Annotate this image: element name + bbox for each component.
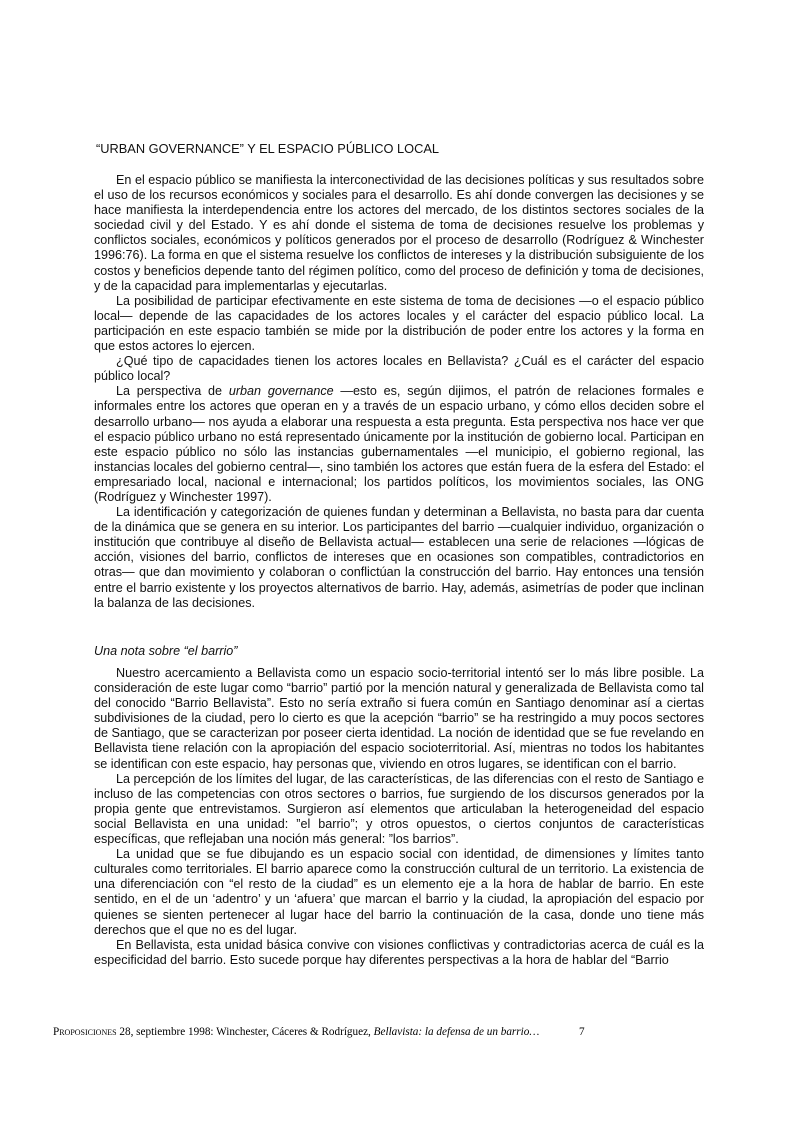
paragraph-text: —esto es, según dijimos, el patrón de relaciones formales e informales entre los actores que operan en y a través de un espacio urbano, y cómo ellos deciden sobre el desarrollo urbano— nos ayuda a elaborar una respuesta a esta pregunta. Esta perspectiva nos hace ver que el espacio público urbano no está representado únicamente por la institución de gobierno local. Participan en este espacio público no sólo las instancias gubernamentales —el municipio, el gobierno regional, las instancias locales del gobierno central—, sino también los actores que están fuera de la esfera del Estado: el empresariado local, nacional e internacional; los partidos políticos, los movimientos sociales, las ONG (Rodríguez y Winchester 1997). bbox=[94, 384, 705, 504]
paragraph: La posibilidad de participar efectivamente en este sistema de toma de decisiones —o el espacio público local— depende de las capacidades de los actores locales y el carácter del espacio público local. La participación en este espacio también se mide por la distribución de poder entre los actores y la forma en que estos actores lo ejercen. bbox=[94, 293, 704, 354]
paragraph bbox=[94, 384, 704, 505]
page-number: 7 bbox=[579, 1026, 585, 1038]
italic-term: urban governance bbox=[228, 384, 334, 399]
page-footer bbox=[53, 1025, 653, 1039]
footer-citation: 28, septiembre 1998: Winchester, Cáceres & Rodríguez, bbox=[116, 1026, 374, 1038]
footer-work-title: Bellavista: la defensa de un barrio… bbox=[373, 1026, 540, 1038]
paragraph: La unidad que se fue dibujando es un espacio social con identidad, de dimensiones y límites tanto culturales como territoriales. El barrio aparece como la construcción cultural de un territorio. La existencia de una diferenciación con “el resto de la ciudad” es un elemento eje a la hora de hablar de barrio. En este sentido, en el de un ‘adentro’ y un ‘afuera’ que marcan el barrio y la ciudad, la apropiación del espacio por quienes se sienten pertenecer al lugar hace del barrio la continuación de la casa, donde uno tiene más derechos que el que no es del lugar. bbox=[94, 847, 704, 937]
section-urban-governance bbox=[94, 173, 704, 611]
section-el-barrio bbox=[94, 666, 704, 968]
paragraph: ¿Qué tipo de capacidades tienen los actores locales en Bellavista? ¿Cuál es el carácter del espacio público local? bbox=[94, 354, 704, 384]
paragraph: Nuestro acercamiento a Bellavista como un espacio socio-territorial intentó ser lo más libre posible. La consideración de este lugar como “barrio” partió por la mención natural y generalizada de Bellavista como tal del conocido “Barrio Bellavista”. Esto no sería extraño si fuera común en Santiago denominar así a ciertas subdivisiones de la ciudad, pero lo cierto es que la acepción “barrio” se ha restringido a muy pocos sectores de Santiago, que se caracterizan por poseer cierta identidad. La noción de identidad que se fue revelando en Bellavista tiene relación con la apropiación del espacio socioterritorial. Así, mientras no todos los habitantes se identifican con este espacio, hay personas que, viviendo en otros lugares, se identifican con el barrio. bbox=[94, 666, 704, 771]
subsection-heading: Una nota sobre “el barrio” bbox=[94, 644, 238, 658]
paragraph: En Bellavista, esta unidad básica convive con visiones conflictivas y contradictorias acerca de cuál es la especificidad del barrio. Esto sucede porque hay diferentes perspectivas a la hora de hablar del “Barrio bbox=[94, 937, 704, 967]
section-heading: “URBAN GOVERNANCE” Y EL ESPACIO PÚBLICO LOCAL bbox=[96, 141, 440, 156]
journal-name: Proposiciones bbox=[53, 1026, 117, 1038]
paragraph: La identificación y categorización de quienes fundan y determinan a Bellavista, no basta para dar cuenta de la dinámica que se genera en su interior. Los participantes del barrio —cualquier individuo, organización o institución que contribuye al diseño de Bellavista actual— establecen una serie de relaciones —lógicas de acción, visiones del barrio, conflictos de intereses que en ocasiones son compatibles, contradictorios en otras— que dan movimiento y colaboran o conflictúan la construcción del barrio. Hay entonces una tensión entre el barrio existente y los proyectos alternativos de barrio. Hay, además, asimetrías de poder que inclinan la balanza de las decisiones. bbox=[94, 505, 704, 610]
paragraph: En el espacio público se manifiesta la interconectividad de las decisiones políticas y sus resultados sobre el uso de los recursos económicos y sociales para el desarrollo. Es ahí donde convergen las decisiones y se hace manifiesta la interdependencia entre los actores del mercado, de los distintos sectores sociales de la sociedad civil y del Estado. Y es ahí donde el sistema de toma de decisiones resuelve los problemas y conflictos sociales, económicos y políticos generados por el proceso de desarrollo (Rodríguez & Winchester 1996:76). La forma en que el sistema resuelve los conflictos de intereses y la distribución subsiguiente de los costos y beneficios depende tanto del régimen político, como del proceso de definición y toma de decisiones, y de la capacidad para implementarlas y ejecutarlas. bbox=[94, 173, 704, 293]
paragraph-text: La perspectiva de bbox=[116, 384, 229, 399]
paragraph: La percepción de los límites del lugar, de las características, de las diferencias con el resto de Santiago e incluso de las competencias con otros sectores o barrios, fue surgiendo de los discursos generados por la propia gente que entrevistamos. Surgieron así elementos que articulaban la heterogeneidad del espacio social Bellavista en una unidad: ”el barrio”; y otros opuestos, o ciertos conjuntos de características específicas, que reflejaban una noción más general: ”los barrios”. bbox=[94, 771, 704, 847]
